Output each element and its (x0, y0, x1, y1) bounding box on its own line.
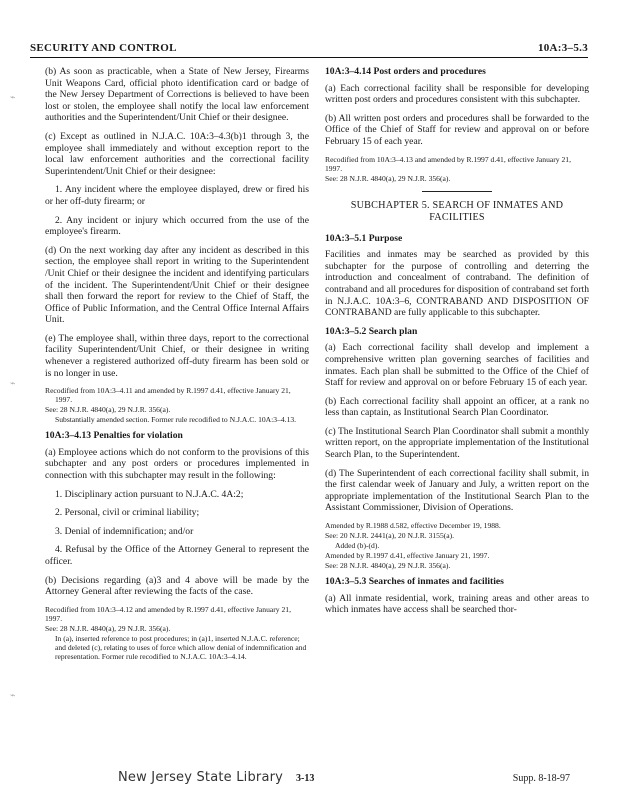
history-note: Amended by R.1988 d.582, effective December 19, 1988. (325, 521, 501, 531)
margin-mark: ⌁ (10, 92, 16, 102)
paragraph: (c) The Institutional Search Plan Coordinator shall submit a monthly written report, on the appropriate implementation of the Institutional Search Plan, to the Superintendent. (325, 425, 589, 461)
section-heading: 10A:3–4.13 Penalties for violation (45, 430, 183, 442)
section-heading: 10A:3–5.1 Purpose (325, 232, 403, 244)
history-note: In (a), inserted reference to post procedures; in (a)1, inserted N.J.A.C. reference; and deleted (c), relating to uses of force which allow denial of indemnification and representation. Former rule recodified to N.J.A.C. 10A:3–4.14. (55, 633, 307, 661)
list-item: 3. Denial of indemnification; and/or (55, 525, 194, 537)
left-column (45, 66, 309, 662)
history-note: Amended by R.1997 d.41, effective January 21, 1997. (325, 551, 490, 561)
page-footer (0, 770, 618, 790)
paragraph: (e) The employee shall, within three days, report to the correctional facility Superintendent/Unit Chief, or their designee in writing whenever a registered authorized off-duty firearm has been sold or is no longer in use. (45, 332, 309, 379)
list-item: 4. Refusal by the Office of the Attorney General to represent the officer. (45, 544, 309, 567)
list-item: 2. Any incident or injury which occurred from the use of the employee's firearm. (45, 214, 309, 238)
list-item: 2. Personal, civil or criminal liability; (55, 507, 200, 519)
running-header (30, 42, 588, 56)
paragraph: (a) All inmate residential, work, training areas and other areas to which inmates have access shall be searched thor- (325, 592, 589, 616)
paragraph: (d) The Superintendent of each correctional facility shall submit, in the first calendar week of January and July, a written report on the appropriate implementation of the Institutional Search Plan to the Assistant Commissioner, Division of Operations. (325, 467, 589, 514)
paragraph: (d) On the next working day after any incident as described in this section, the employee shall report in writing to the Superintendent /Unit Chief or their designee the incident and identifying particulars of the incident. The Superintendent/Unit Chief or their designee shall then forward the report for review to the Chief of Staff, the Office of Public Information, and the Central Office Internal Affairs Unit. (45, 244, 309, 326)
history-note: See: 28 N.J.R. 4840(a), 29 N.J.R. 356(a). (325, 173, 451, 183)
page-number: 3-13 (296, 773, 315, 784)
library-stamp: New Jersey State Library (118, 770, 284, 785)
list-item: 1. Disciplinary action pursuant to N.J.A.C. 4A:2; (55, 488, 244, 500)
history-note: See: 28 N.J.R. 4840(a), 29 N.J.R. 356(a). (45, 623, 171, 633)
paragraph: (a) Each correctional facility shall develop and implement a comprehensive written plan governing searches of facilities and inmates. Each plan shall be submitted to the Office of the Chief of Staff for review and approval on or before February 15 of each year. (325, 342, 589, 389)
paragraph: (b) Decisions regarding (a)3 and 4 above will be made by the Attorney General after reviewing the facts of the case. (45, 574, 309, 598)
paragraph: Facilities and inmates may be searched as provided by this subchapter for the purpose of controlling and deterring the introduction and concealment of contraband. The definition of contraband and all procedures for disposition of contraband set forth in N.J.A.C. 10A:3–6, CONTRABAND AND DISPOSITION OF CONTRABAND are fully applicable to this subchapter. (325, 249, 589, 319)
header-section: 10A:3–5.3 (537, 42, 588, 54)
paragraph: (a) Employee actions which do not conform to the provisions of this subchapter and any post orders or procedures implemented in connection with this subchapter may result in the following: (45, 446, 309, 482)
right-column (325, 66, 589, 623)
list-item: 1. Any incident where the employee displayed, drew or fired his or her off-duty firearm; or (45, 184, 309, 207)
paragraph: (b) Each correctional facility shall appoint an officer, at a rank no less than captain, as Institutional Search Plan Coordinator. (325, 395, 589, 419)
subchapter-title: SUBCHAPTER 5. SEARCH OF INMATES AND FACILITIES (350, 199, 564, 223)
history-note: Recodified from 10A:3–4.12 and amended by R.1997 d.41, effective January 21, 1997. (45, 604, 291, 623)
paragraph: (b) As soon as practicable, when a State of New Jersey, Firearms Unit Weapons Card, official photo identification card or badge of the New Jersey Department of Corrections is believed to have been lost or stolen, the employee shall notify the local law enforcement authorities and the Superintendent/Unit Chief or their designee. (45, 66, 309, 124)
section-heading: 10A:3–5.2 Search plan (325, 325, 418, 337)
history-note: See: 28 N.J.R. 4840(a), 29 N.J.R. 356(a). (325, 561, 451, 571)
section-heading: 10A:3–5.3 Searches of inmates and facilities (325, 576, 504, 588)
history-note: Substantially amended section. Former rule recodified to N.J.A.C. 10A:3–4.13. (55, 415, 297, 425)
paragraph: (b) All written post orders and procedures shall be forwarded to the Office of the Chief of Staff for review and approval on or before February 15 of each year. (325, 112, 589, 147)
section-heading: 10A:3–4.14 Post orders and procedures (325, 66, 486, 77)
supplement-date: Supp. 8-18-97 (512, 773, 570, 784)
history-note: See: 20 N.J.R. 2441(a), 20 N.J.R. 3155(a). (325, 531, 455, 541)
margin-mark: ⌁ (10, 378, 16, 388)
history-note: Recodified from 10A:3–4.11 and amended by R.1997 d.41, effective January 21, 1997. (45, 386, 291, 405)
history-note: Recodified from 10A:3–4.13 and amended by R.1997 d.41, effective January 21, 1997. (325, 154, 571, 173)
header-title: SECURITY AND CONTROL (30, 42, 177, 54)
section-divider (422, 191, 492, 192)
history-note: See: 28 N.J.R. 4840(a), 29 N.J.R. 356(a). (45, 405, 171, 415)
history-note: Added (b)-(d). (335, 541, 380, 551)
paragraph: (a) Each correctional facility shall be responsible for developing written post orders and procedures consistent with this subchapter. (325, 82, 589, 106)
margin-mark: ⌁ (10, 690, 16, 700)
header-rule (30, 57, 588, 58)
paragraph: (c) Except as outlined in N.J.A.C. 10A:3–4.3(b)1 through 3, the employee shall immediately and without exception report to the local law enforcement authorities and the correctional facility Superintendent/Unit Chief or their designee: (45, 130, 309, 177)
